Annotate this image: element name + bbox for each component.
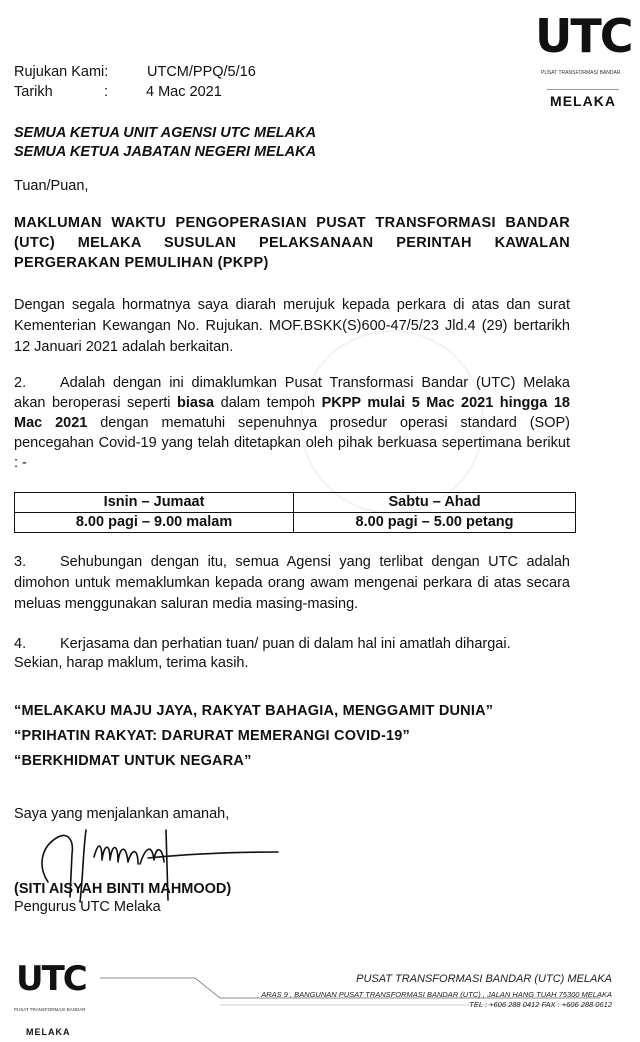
- footer-org: PUSAT TRANSFORMASI BANDAR (UTC) MELAKA: [356, 973, 612, 985]
- signoff: Saya yang menjalankan amanah,: [14, 806, 230, 822]
- logo-word: UTC: [535, 9, 632, 63]
- header-weekday: Isnin – Jumaat: [15, 493, 294, 513]
- signatory-title: Pengurus UTC Melaka: [14, 899, 161, 915]
- closing-line: Sekian, harap maklum, terima kasih.: [14, 655, 249, 671]
- reference-value: UTCM/PPQ/5/16: [147, 64, 256, 80]
- footer-contact: TEL : +606 288 0412 FAX : +606 288 0612: [469, 1000, 612, 1009]
- paragraph-2: [14, 373, 570, 473]
- footer-logo-subtitle: PUSAT TRANSFORMASI BANDAR: [14, 1007, 86, 1012]
- paragraph-3: [14, 552, 570, 615]
- header-weekend: Sabtu – Ahad: [294, 493, 576, 513]
- footer-address: ARAS 9 , BANGUNAN PUSAT TRANSFORMASI BANDAR (UTC) , JALAN HANG TUAH 75300 MELAKA: [261, 990, 612, 999]
- logo-city: MELAKA: [547, 89, 619, 111]
- signatory-name: (SITI AISYAH BINTI MAHMOOD): [14, 881, 232, 897]
- reference-row: [14, 63, 256, 82]
- footer-logo-word: UTC: [16, 959, 86, 999]
- paragraph-1: Dengan segala hormatnya saya diarah merujuk kepada perkara di atas dan surat Kementerian Kewangan No. Rujukan. MOF.BSKK(S)600-47/5/23 Jld.4 (29) bertarikh 12 Januari 2021 adalah berkaitan.: [14, 297, 570, 355]
- utc-logo-footer: [14, 959, 94, 1037]
- footer-logo-city: MELAKA: [26, 1027, 71, 1037]
- paragraph-3-number: 3.: [14, 554, 27, 570]
- salutation: Tuan/Puan,: [14, 178, 89, 194]
- slogan-3: “BERKHIDMAT UNTUK NEGARA”: [14, 753, 252, 769]
- paragraph-4: [14, 634, 570, 654]
- slogan-1: “MELAKAKU MAJU JAYA, RAKYAT BAHAGIA, MENGGAMIT DUNIA”: [14, 703, 494, 719]
- paragraph-2-number: 2.: [14, 375, 27, 391]
- paragraph-3-text: Sehubungan dengan itu, semua Agensi yang terlibat dengan UTC adalah dimohon untuk memaklumkan kepada orang awam mengenai perkara di atas secara meluas menggunakan saluran media masing-masing.: [14, 554, 570, 612]
- recipient-2: SEMUA KETUA JABATAN NEGERI MELAKA: [14, 144, 317, 160]
- slogan-2: “PRIHATIN RAKYAT: DARURAT MEMERANGI COVID-19”: [14, 728, 410, 744]
- logo-subtitle: PUSAT TRANSFORMASI BANDAR: [541, 70, 621, 76]
- hours-weekend: 8.00 pagi – 5.00 petang: [294, 513, 576, 533]
- date-colon: :: [104, 84, 109, 100]
- table-row: [15, 513, 576, 533]
- hours-weekday: 8.00 pagi – 9.00 malam: [15, 513, 294, 533]
- table-header-row: [15, 493, 576, 513]
- utc-logo-header: [535, 9, 635, 109]
- paragraph-2-text-a: Adalah dengan ini dimaklumkan Pusat Transformasi Bandar (UTC) Melaka akan beroperasi seperti: [14, 375, 570, 411]
- paragraph-2-bold-b: PKPP mulai 5 Mac 2021 hingga 18 Mac 2021: [14, 395, 570, 431]
- operating-hours-table: [14, 492, 576, 533]
- paragraph-2-bold-a: biasa: [177, 395, 215, 411]
- date-value: 4 Mac 2021: [146, 84, 222, 100]
- date-label: Tarikh: [14, 84, 53, 100]
- paragraph-4-text: Kerjasama dan perhatian tuan/ puan di dalam hal ini amatlah dihargai.: [60, 636, 511, 652]
- recipient-1: SEMUA KETUA UNIT AGENSI UTC MELAKA: [14, 125, 317, 141]
- paragraph-2-text-c: dengan mematuhi sepenuhnya prosedur operasi standard (SOP) pencegahan Covid-19 yang telah ditetapkan oleh pihak berkuasa sepertimana berikut : -: [14, 415, 570, 471]
- date-row: [14, 83, 222, 102]
- paragraph-4-number: 4.: [14, 636, 27, 652]
- paragraph-2-text-b: dalam tempoh: [214, 395, 322, 411]
- subject-heading: MAKLUMAN WAKTU PENGOPERASIAN PUSAT TRANSFORMASI BANDAR (UTC) MELAKA SUSULAN PELAKSANAAN PERINTAH KAWALAN PERGERAKAN PEMULIHAN (PKPP): [14, 215, 570, 271]
- reference-label: Rujukan Kami:: [14, 64, 109, 80]
